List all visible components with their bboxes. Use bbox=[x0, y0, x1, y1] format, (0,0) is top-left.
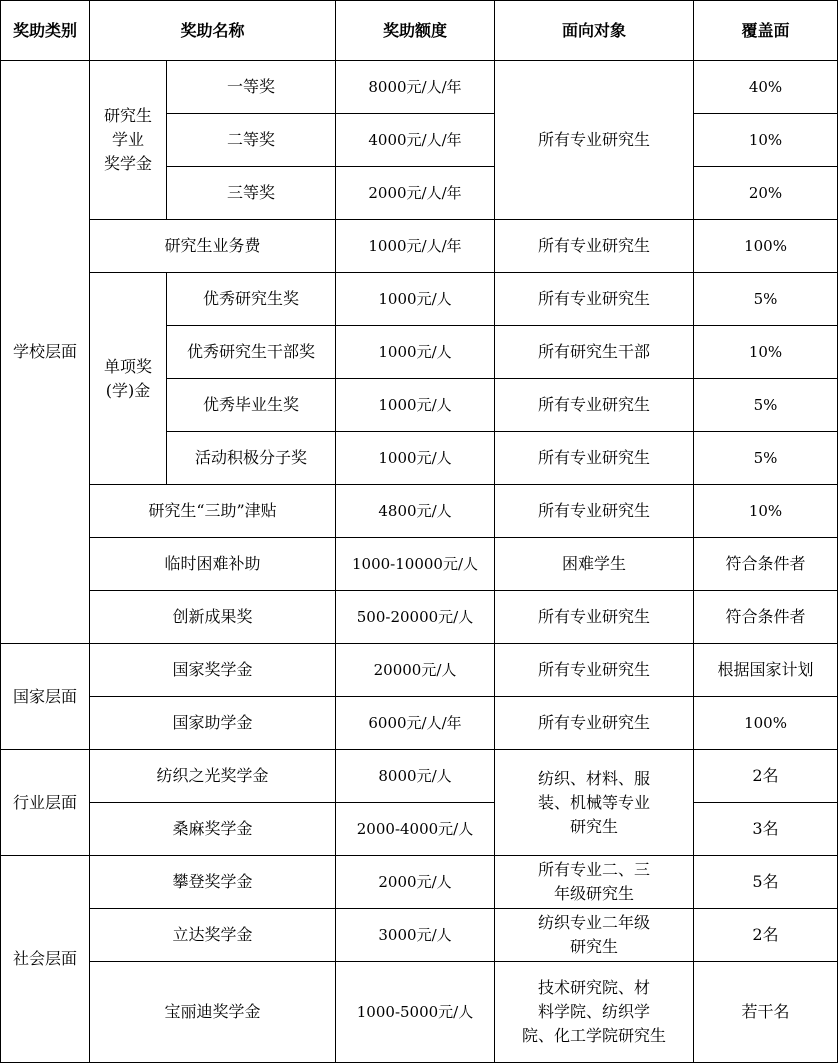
award-target: 技术研究院、材 料学院、纺织学 院、化工学院研究生 bbox=[495, 962, 694, 1063]
award-coverage: 10% bbox=[694, 485, 838, 538]
award-amount: 2000-4000元/人 bbox=[336, 803, 495, 856]
award-amount: 8000元/人 bbox=[336, 750, 495, 803]
table-row bbox=[1, 220, 838, 273]
award-target: 困难学生 bbox=[495, 538, 694, 591]
category-school: 学校层面 bbox=[1, 61, 90, 644]
award-coverage: 根据国家计划 bbox=[694, 644, 838, 697]
award-target: 所有专业研究生 bbox=[495, 644, 694, 697]
award-amount: 1000元/人/年 bbox=[336, 220, 495, 273]
header-amount: 奖助额度 bbox=[336, 1, 495, 61]
header-row bbox=[1, 1, 838, 61]
award-coverage: 5% bbox=[694, 379, 838, 432]
category-society: 社会层面 bbox=[1, 856, 90, 1063]
award-amount: 1000元/人 bbox=[336, 379, 495, 432]
award-name: 纺织之光奖学金 bbox=[90, 750, 336, 803]
award-target: 所有专业研究生 bbox=[495, 379, 694, 432]
award-name: 二等奖 bbox=[167, 114, 336, 167]
table-row bbox=[1, 485, 838, 538]
award-coverage: 3名 bbox=[694, 803, 838, 856]
table-row bbox=[1, 61, 838, 114]
award-amount: 500-20000元/人 bbox=[336, 591, 495, 644]
award-coverage: 符合条件者 bbox=[694, 538, 838, 591]
award-name: 创新成果奖 bbox=[90, 591, 336, 644]
award-amount: 8000元/人/年 bbox=[336, 61, 495, 114]
award-name: 优秀研究生奖 bbox=[167, 273, 336, 326]
award-coverage: 10% bbox=[694, 326, 838, 379]
award-amount: 20000元/人 bbox=[336, 644, 495, 697]
award-target: 所有研究生干部 bbox=[495, 326, 694, 379]
award-coverage: 5名 bbox=[694, 856, 838, 909]
table-row bbox=[1, 803, 838, 856]
award-name: 国家奖学金 bbox=[90, 644, 336, 697]
award-target: 所有专业研究生 bbox=[495, 591, 694, 644]
award-coverage: 40% bbox=[694, 61, 838, 114]
award-target: 所有专业研究生 bbox=[495, 61, 694, 220]
award-name: 优秀研究生干部奖 bbox=[167, 326, 336, 379]
award-target: 纺织、材料、服 装、机械等专业 研究生 bbox=[495, 750, 694, 856]
table-row bbox=[1, 644, 838, 697]
table-row bbox=[1, 750, 838, 803]
group-academic: 研究生 学业 奖学金 bbox=[90, 61, 167, 220]
table-row bbox=[1, 538, 838, 591]
award-target: 所有专业二、三 年级研究生 bbox=[495, 856, 694, 909]
category-industry: 行业层面 bbox=[1, 750, 90, 856]
award-coverage: 100% bbox=[694, 220, 838, 273]
table-row bbox=[1, 697, 838, 750]
award-name: 活动积极分子奖 bbox=[167, 432, 336, 485]
award-name: 研究生业务费 bbox=[90, 220, 336, 273]
award-name: 宝丽迪奖学金 bbox=[90, 962, 336, 1063]
award-coverage: 10% bbox=[694, 114, 838, 167]
award-target: 纺织专业二年级 研究生 bbox=[495, 909, 694, 962]
award-amount: 1000元/人 bbox=[336, 326, 495, 379]
award-target: 所有专业研究生 bbox=[495, 432, 694, 485]
award-name: 攀登奖学金 bbox=[90, 856, 336, 909]
table-row bbox=[1, 591, 838, 644]
award-amount: 1000-5000元/人 bbox=[336, 962, 495, 1063]
award-name: 优秀毕业生奖 bbox=[167, 379, 336, 432]
award-coverage: 5% bbox=[694, 273, 838, 326]
award-name: 临时困难补助 bbox=[90, 538, 336, 591]
header-coverage: 覆盖面 bbox=[694, 1, 838, 61]
award-amount: 1000-10000元/人 bbox=[336, 538, 495, 591]
award-name: 立达奖学金 bbox=[90, 909, 336, 962]
award-amount: 6000元/人/年 bbox=[336, 697, 495, 750]
table-row bbox=[1, 909, 838, 962]
award-coverage: 2名 bbox=[694, 909, 838, 962]
award-name: 国家助学金 bbox=[90, 697, 336, 750]
category-national: 国家层面 bbox=[1, 644, 90, 750]
award-target: 所有专业研究生 bbox=[495, 220, 694, 273]
award-amount: 3000元/人 bbox=[336, 909, 495, 962]
header-target: 面向对象 bbox=[495, 1, 694, 61]
award-target: 所有专业研究生 bbox=[495, 273, 694, 326]
award-amount: 2000元/人/年 bbox=[336, 167, 495, 220]
award-amount: 1000元/人 bbox=[336, 273, 495, 326]
table-row bbox=[1, 856, 838, 909]
award-coverage: 符合条件者 bbox=[694, 591, 838, 644]
award-target: 所有专业研究生 bbox=[495, 697, 694, 750]
award-name: 研究生“三助”津贴 bbox=[90, 485, 336, 538]
award-coverage: 若干名 bbox=[694, 962, 838, 1063]
award-coverage: 5% bbox=[694, 432, 838, 485]
award-amount: 4800元/人 bbox=[336, 485, 495, 538]
header-category: 奖助类别 bbox=[1, 1, 90, 61]
award-coverage: 2名 bbox=[694, 750, 838, 803]
table-row bbox=[1, 273, 838, 326]
award-coverage: 20% bbox=[694, 167, 838, 220]
award-amount: 4000元/人/年 bbox=[336, 114, 495, 167]
award-coverage: 100% bbox=[694, 697, 838, 750]
award-name: 三等奖 bbox=[167, 167, 336, 220]
group-single: 单项奖 (学)金 bbox=[90, 273, 167, 485]
award-amount: 2000元/人 bbox=[336, 856, 495, 909]
award-name: 桑麻奖学金 bbox=[90, 803, 336, 856]
table-row bbox=[1, 962, 838, 1063]
award-name: 一等奖 bbox=[167, 61, 336, 114]
header-name: 奖助名称 bbox=[90, 1, 336, 61]
award-amount: 1000元/人 bbox=[336, 432, 495, 485]
award-target: 所有专业研究生 bbox=[495, 485, 694, 538]
